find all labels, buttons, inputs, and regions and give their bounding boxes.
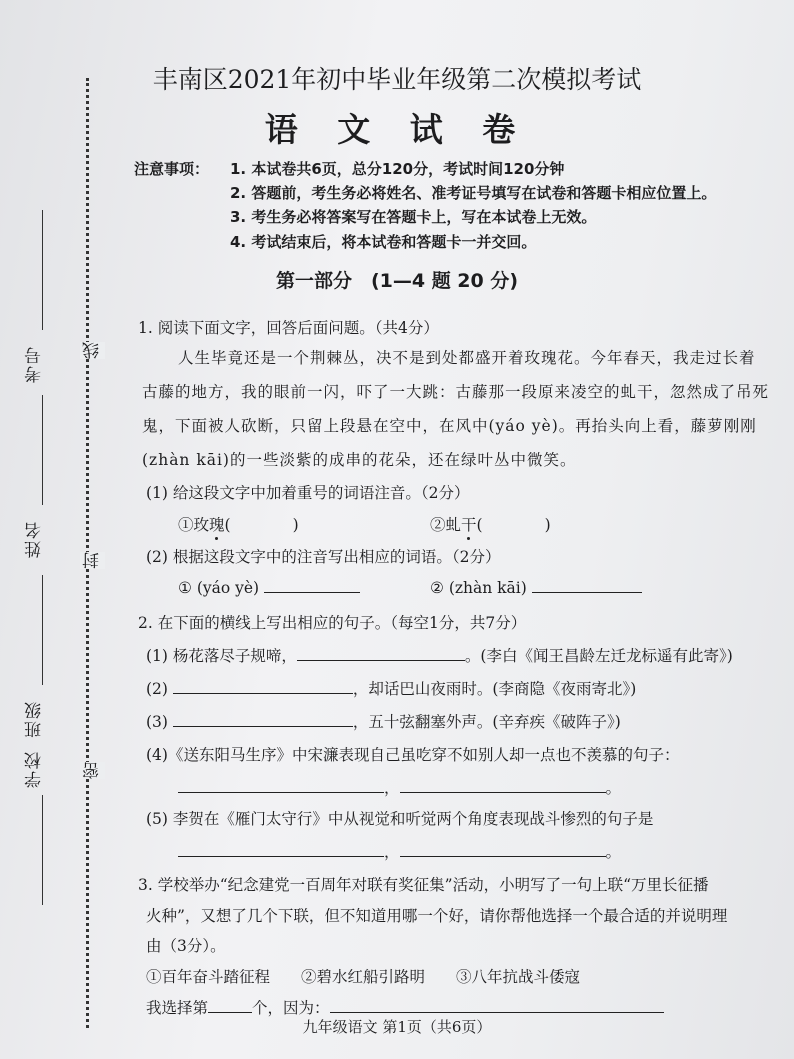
notes-label: 注意事项： [134,160,210,178]
q1-passage-line-2: 古藤的地方，我的眼前一闪，吓了一大跳：古藤那一段原来凌空的虬干，忽然成了吊死 [142,383,770,401]
q1-sub1-a-answer-paren[interactable]: ( ) [224,516,299,534]
q3-answer-text-b: 个，因为： [252,999,330,1017]
q2-line-3-blank[interactable] [173,712,353,727]
q2-line-1-text-b: 。(李白《闻王昌龄左迁龙标遥有此寄》) [464,647,733,665]
note-item-2: 2. 答题前，考生务必将姓名、准考证号填写在试卷和答题卡相应位置上。 [230,184,717,202]
q2-line-3-text-a: (3) [146,713,168,731]
exam-title: 丰南区2021年初中毕业年级第二次模拟考试 [152,65,642,94]
q3-stem-line-2: 火种”，又想了几个下联，但不知道用哪一个好，请你帮他选择一个最合适的并说明理 [146,907,728,925]
class-line [42,575,43,685]
q2-line-3 [146,710,621,732]
q1-sub1-item-b [430,513,551,535]
cut-mark-secret: 密 [80,762,105,779]
q2-line-5-answer [178,840,621,862]
q1-sub2-item-a [178,578,360,597]
q1-sub2-a-label: ① (yáo yè) [178,579,260,597]
note-item-4: 4. 考试结束后，将本试卷和答题卡一并交回。 [230,233,537,251]
school-line [42,795,43,905]
q2-line-5: (5) 李贺在《雁门太守行》中从视觉和听觉两个角度表现战斗惨烈的句子是 [146,810,654,828]
q3-stem-line-1: 3. 学校举办“纪念建党一百周年对联有奖征集”活动，小明写了一句上联“万里长征播 [138,876,709,894]
q2-line-2-text-a: (2) [146,680,168,698]
q1-sub1-a-dotted-char: 瑰 [209,513,225,535]
part1-heading: 第一部分 (1—4 题 20 分) [275,270,519,292]
q2-line-3-text-b: ，五十弦翻塞外声。(辛弃疾《破阵子》) [352,713,621,731]
q3-stem-line-3: 由（3分）。 [146,937,226,955]
note-item-1: 1. 本试卷共6页，总分120分，考试时间120分钟 [230,160,565,178]
q2-line-5-blank-b[interactable] [400,842,606,857]
q1-sub2-a-blank[interactable] [264,578,360,593]
note-item-3: 3. 考生务必将答案写在答题卡上，写在本试卷上无效。 [230,208,597,226]
page-footer: 九年级语文 第1页（共6页） [302,1018,492,1036]
q2-line-1 [146,644,733,666]
q3-answer-text-a: 我选择第 [146,999,209,1017]
q1-sub2-b-blank[interactable] [532,578,642,593]
q2-line-4-blank-a[interactable] [178,778,384,793]
q1-passage-line-4: (zhàn kāi)的一些淡紫的成串的花朵，还在绿叶丛中微笑。 [142,451,577,469]
q2-line-2-blank[interactable] [173,679,353,694]
q2-line-1-blank[interactable] [297,646,465,661]
q3-answer-line [146,996,664,1018]
q1-sub2-item-b [430,578,642,597]
q1-sub2: (2) 根据这段文字中的注音写出相应的词语。（2分） [146,548,501,566]
q1-sub2-b-label: ② (zhàn kāi) [430,579,527,597]
q2-line-4-answer [178,776,621,798]
class-label: 班级 [25,700,45,738]
q1-sub1-b-dotted-char: 干 [461,513,477,535]
q1-sub1-a-prefix: ①玫 [178,516,210,534]
school-label: 学校 [25,750,45,788]
q3-choice-blank[interactable] [208,998,252,1013]
q2-line-4: (4)《送东阳马生序》中宋濂表现自己虽吃穿不如别人却一点也不羡慕的句子： [146,746,680,764]
q1-stem: 1. 阅读下面文字，回答后面问题。（共4分） [138,319,439,337]
q2-line-4-comma: ， [384,779,400,797]
q2-line-1-text-a: (1) 杨花落尽子规啼， [146,647,297,665]
q1-sub1-item-a [178,513,299,535]
q1-sub1-b-answer-paren[interactable]: ( ) [476,516,551,534]
q2-line-5-blank-a[interactable] [178,842,384,857]
q2-line-5-period: 。 [605,843,622,861]
cut-mark-line: 线 [80,342,105,359]
q2-line-2-text-b: ，却话巴山夜雨时。(李商隐《夜雨寄北》) [352,680,637,698]
q2-line-4-period: 。 [605,779,622,797]
cut-mark-seal: 封 [80,552,105,569]
exam-number-label: 考号 [25,345,45,383]
q1-sub1: (1) 给这段文字中加着重号的词语注音。（2分） [146,484,470,502]
exam-subtitle: 语 文 试 卷 [264,110,530,149]
q2-line-4-blank-b[interactable] [400,778,606,793]
q1-passage-line-3: 鬼，下面被人砍断，只留上段悬在空中，在风中(yáo yè)。再抬头向上看，藤萝刚刚 [142,417,757,435]
q3-options: ①百年奋斗踏征程 ②碧水红船引路明 ③八年抗战斗倭寇 [146,968,581,986]
q2-line-2 [146,677,636,699]
q1-sub1-b-prefix: ②虬 [430,516,462,534]
q2-line-5-comma: ， [384,843,400,861]
name-line [42,395,43,505]
q1-passage-line-1: 人生毕竟还是一个荆棘丛，决不是到处都盛开着玫瑰花。今年春天，我走过长着 [178,349,756,367]
name-label: 姓名 [25,520,45,558]
q2-stem: 2. 在下面的横线上写出相应的句子。（每空1分，共7分） [138,614,527,632]
q3-reason-blank[interactable] [330,998,664,1013]
